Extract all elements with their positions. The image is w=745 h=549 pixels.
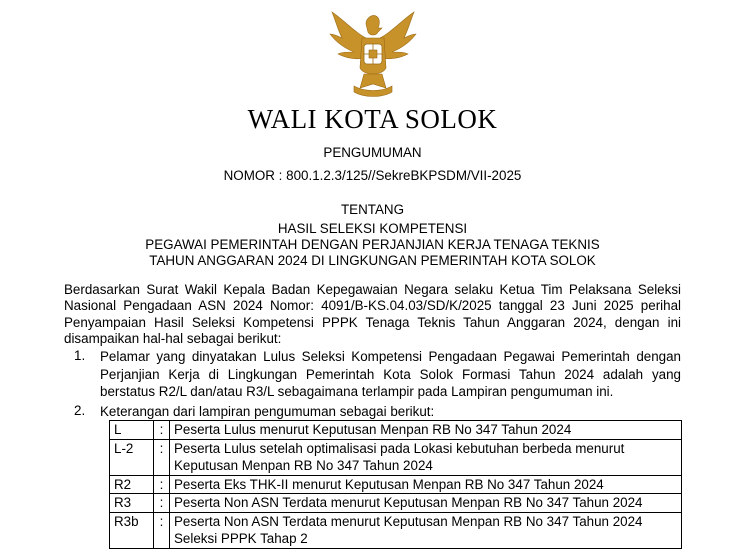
legend-description: Peserta Non ASN Terdata menurut Keputusan Menpan RB No 347 Tahun 2024 [170,494,682,513]
legend-description: Peserta Non ASN Terdata menurut Keputusan Menpan RB No 347 Tahun 2024 Seleksi PPPK Tahap 2 [170,512,682,548]
table-row [110,475,682,494]
legend-code: R3b [110,512,154,548]
table-row [110,512,682,548]
legend-description: Peserta Lulus menurut Keputusan Menpan RB No 347 Tahun 2024 [170,421,682,440]
list-item-text: Pelamar yang dinyatakan Lulus Seleksi Kompetensi Pengadaan Pegawai Pemerintah dengan Perjanjian Kerja di Lingkungan Pemerintah Kota Solok Formasi Tahun 2024 adalah yang berstatus R2/L dan/atau R3/L sebagaimana terlampir pada Lampiran pengumuman ini. [100,349,681,399]
subject-line: HASIL SELEKSI KOMPETENSI [277,221,468,236]
legend-code: R2 [110,475,154,494]
legend-code: R3 [110,494,154,513]
list-item-text: Keterangan dari lampiran pengumuman sebagai berikut: [100,404,435,419]
legend-code: L [110,421,154,440]
table-row [110,421,682,440]
table-row [110,439,682,475]
legend-separator: : [154,494,170,513]
legend-separator: : [154,475,170,494]
legend-separator: : [154,421,170,440]
intro-paragraph: Berdasarkan Surat Wakil Kepala Badan Kepegawaian Negara selaku Ketua Tim Pelaksana Seleksi Nasional Pengadaan ASN 2024 Nomor: 4091/B-KS.04.03/SD/K/2025 tanggal 23 Juni 2025 perihal Penyampaian Hasil Seleksi Kompetensi PPPK Tenaga Teknis Tahun Anggaran 2024, dengan ini disampaikan hal-hal sebagai berikut: [64,282,681,347]
list-number: 1. [74,348,86,363]
document-number: NOMOR : 800.1.2.3/125//SekreBKPSDM/VII-2025 [223,168,522,183]
legend-separator: : [154,439,170,475]
garuda-emblem-icon [326,10,420,98]
list-number: 2. [74,403,86,418]
legend-description: Peserta Eks THK-II menurut Keputusan Menpan RB No 347 Tahun 2024 [170,475,682,494]
subject-line: TAHUN ANGGARAN 2024 DI LINGKUNGAN PEMERINTAH KOTA SOLOK [149,253,596,268]
legend-separator: : [154,512,170,548]
about-label: TENTANG [341,202,404,217]
document-type: PENGUMUMAN [323,145,422,160]
table-row [110,494,682,513]
subject-line: PEGAWAI PEMERINTAH DENGAN PERJANJIAN KERJA TENAGA TEKNIS [145,237,600,252]
legend-description: Peserta Lulus setelah optimalisasi pada Lokasi kebutuhan berbeda menurut Keputusan Menpan RB No 347 Tahun 2024 [170,439,682,475]
legend-table [109,420,682,549]
document-title: WALI KOTA SOLOK [247,104,498,134]
legend-code: L-2 [110,439,154,475]
